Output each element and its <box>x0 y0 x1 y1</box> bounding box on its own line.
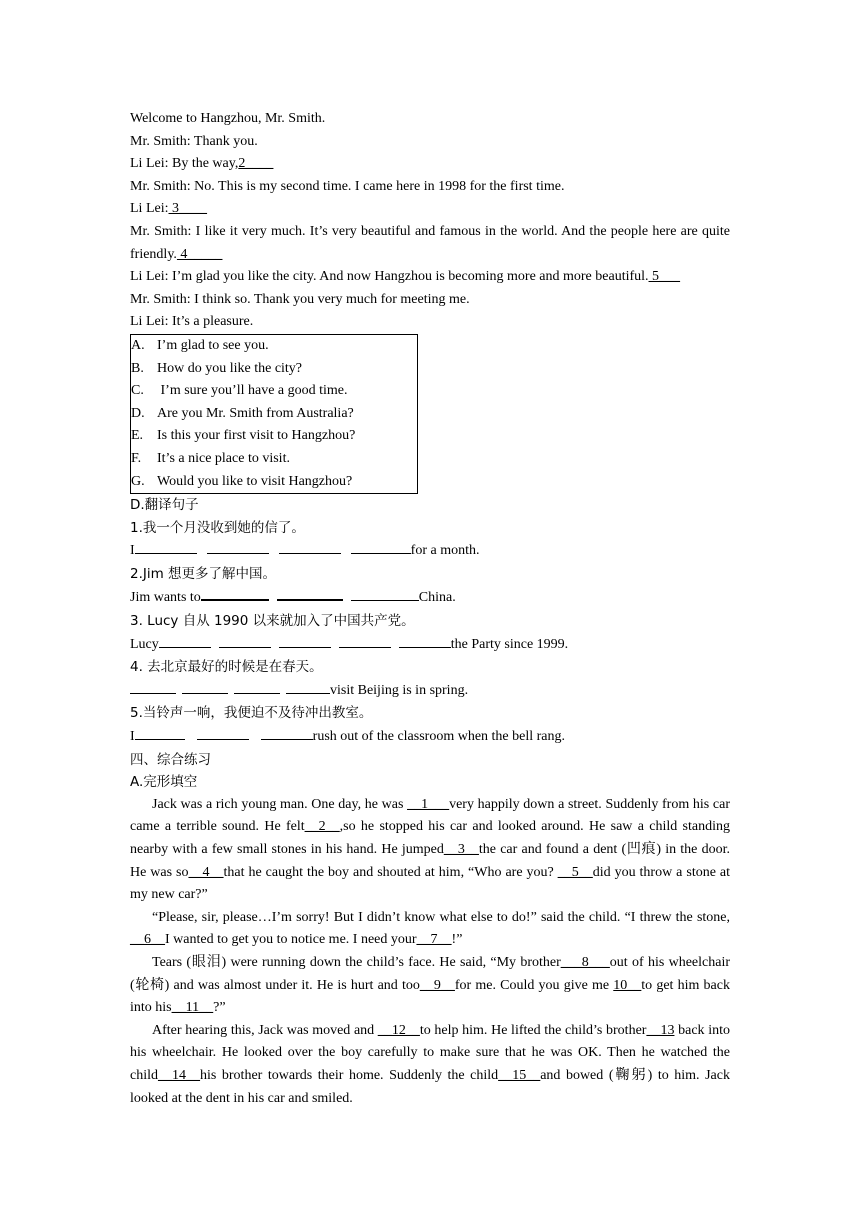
blank-15: __15__ <box>498 1067 541 1083</box>
cloze-paragraph-1: Jack was a rich young man. One day, he was __1___very happily down a street. Suddenly from his car came a terrible sound. He felt__2__,so he stopped his car and looked around. He saw a child standing nearby with a few small stones in his hand. He jumped__3__the car and found a dent (凹痕) in the door. He was so__4__that he caught the boy and shouted at him, “Who are you? __5__did you throw a stone at my new car?” <box>130 796 730 903</box>
dialogue-line: Li Lei: I’m glad you like the city. And now Hangzhou is becoming more and more beautiful. 5___ <box>130 269 681 285</box>
blank-7: __7__ <box>416 932 452 948</box>
translate-prompt: 5.当铃声一响，我便迫不及待冲出教室。 <box>130 705 373 722</box>
option-a: A. I’m glad to see you. <box>131 337 269 353</box>
blank-4: 4_____ <box>176 246 223 262</box>
blank-13: __13 <box>646 1022 675 1038</box>
section-d-heading: D.翻译句子 <box>130 497 199 514</box>
dialogue-line: Welcome to Hangzhou, Mr. Smith. <box>130 111 326 126</box>
blank-3: 3____ <box>168 201 207 217</box>
option-f: F. It’s a nice place to visit. <box>131 450 290 466</box>
translate-prompt: 3. Lucy 自从 1990 以来就加入了中国共产党。 <box>130 613 415 630</box>
blank-12: __12__ <box>377 1022 420 1038</box>
blank-4: __4__ <box>188 864 224 880</box>
dialogue-line: Li Lei: It’s a pleasure. <box>130 314 254 330</box>
cloze-paragraph-4: After hearing this, Jack was moved and __12__to help him. He lifted the child’s brother__13 back into his wheelchair. He looked over the boy carefully to make sure that he was OK. Then he watched the child__14__his brother towards their home. Suddenly the child__15__and bowed (鞠躬) to him. Jack looked at the dent in his car and smiled. <box>130 1022 730 1106</box>
translate-answer: I rush out of the classroom when the bell rang. <box>130 725 730 749</box>
cloze-paragraph-3: Tears (眼泪) were running down the child’s face. He said, “My brother___8___out of his wheelchair (轮椅) and was almost under it. He is hurt and too__9__for me. Could you give me 10__to get him back into his__11__?” <box>130 954 730 1016</box>
translate-answer: visit Beijing is in spring. <box>130 679 730 703</box>
blank-5: 5___ <box>648 269 681 285</box>
blank-6: __6__ <box>130 932 165 948</box>
options-box <box>130 334 418 494</box>
option-g: G. Would you like to visit Hangzhou? <box>131 473 353 489</box>
translate-prompt: 1.我一个月没收到她的信了。 <box>130 519 305 536</box>
blank-10: 10__ <box>613 977 642 993</box>
blank-1: __1___ <box>407 796 450 812</box>
translate-answer: Lucy the Party since 1999. <box>130 633 730 657</box>
blank-5: __5__ <box>557 864 593 880</box>
dialogue-line: Mr. Smith: No. This is my second time. I came here in 1998 for the first time. <box>130 178 565 194</box>
blank-8: ___8___ <box>560 954 610 970</box>
document-page <box>130 108 730 1110</box>
option-d: D. Are you Mr. Smith from Australia? <box>131 405 354 421</box>
option-b: B. How do you like the city? <box>131 360 303 376</box>
dialogue-line: Mr. Smith: I like it very much. It’s very beautiful and famous in the world. And the people here are quite friendly. 4_____ <box>130 223 730 262</box>
blank-2: 2____ <box>238 156 274 172</box>
dialogue-line: Li Lei: By the way,2____ <box>130 156 274 172</box>
option-e: E. Is this your first visit to Hangzhou? <box>131 428 356 444</box>
cloze-heading: A.完形填空 <box>130 774 198 791</box>
dialogue-line: Mr. Smith: Thank you. <box>130 133 258 149</box>
blank-14: __14__ <box>158 1067 200 1083</box>
blank-9: __9__ <box>419 977 455 993</box>
translate-answer: I for a month. <box>130 539 730 563</box>
blank-2: __2__ <box>304 819 340 835</box>
blank-11: __11__ <box>171 1000 214 1016</box>
translate-prompt: 2.Jim 想更多了解中国。 <box>130 565 277 582</box>
cloze-paragraph-2: “Please, sir, please…I’m sorry! But I didn’t know what else to do!” said the child. “I threw the stone, __6__I wanted to get you to notice me. I need your__7__!” <box>130 909 730 948</box>
option-c: C. I’m sure you’ll have a good time. <box>131 383 348 399</box>
section-4-heading: 四、综合练习 <box>130 751 211 768</box>
dialogue-line: Mr. Smith: I think so. Thank you very much for meeting me. <box>130 291 470 307</box>
translate-prompt: 4. 去北京最好的时候是在春天。 <box>130 659 323 676</box>
dialogue-line: Li Lei: 3____ <box>130 201 207 217</box>
blank-3: __3__ <box>443 842 479 857</box>
translate-answer: Jim wants to China. <box>130 585 730 610</box>
